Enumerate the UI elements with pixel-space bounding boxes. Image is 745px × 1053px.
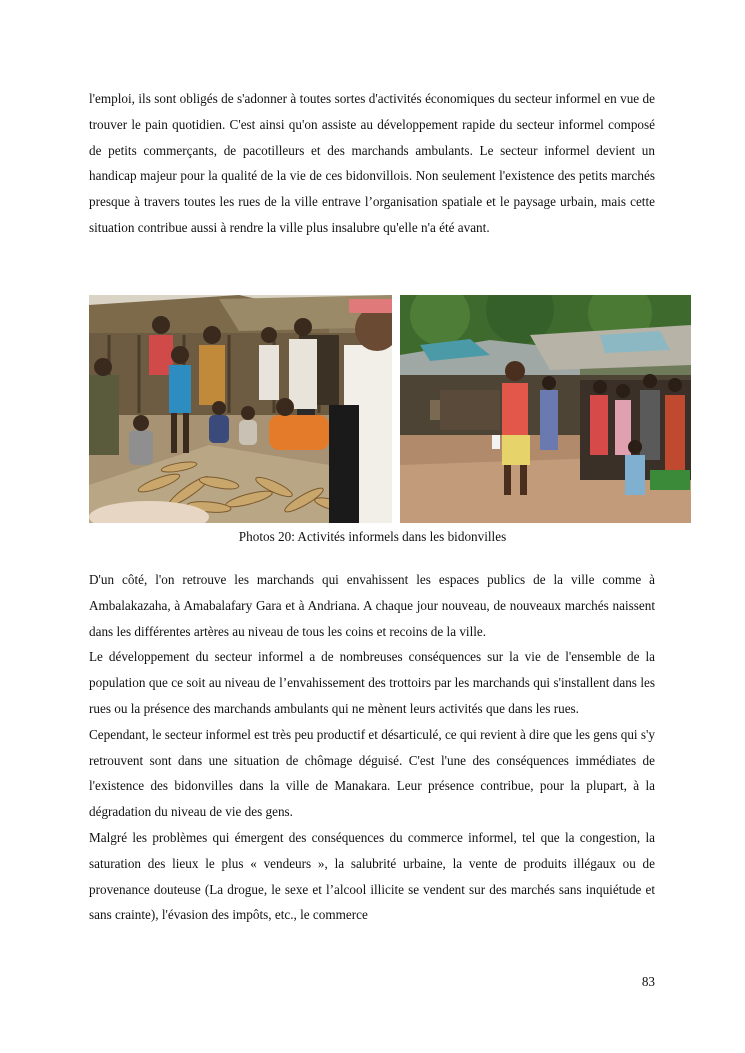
paragraph-unemployment: Cependant, le secteur informel est très peu productif et désarticulé, ce qui revient à dire que les gens qui s'y retrouvent sont dans une situation de chômage déguisé. C'est l'une des conséquences immédiates de l'existence des bidonvilles dans la ville de Manakara. Leur présence contribue, pour la plupart, à la dégradation du niveau de vie des gens. bbox=[89, 726, 655, 820]
paragraph-consequences: Le développement du secteur informel a de nombreuses conséquences sur la vie de l'ensemble de la population que ce soit au niveau de l’envahissement des trottoirs par les marchands qui s'installent dans les rues ou la présence des marchands ambulants qui ne mènent leurs activités que dans les rues. bbox=[89, 649, 655, 716]
paragraph-problems: Malgré les problèmes qui émergent des conséquences du commerce informel, tel que la congestion, la saturation des lieux le plus « vendeurs », la salubrité urbaine, la vente de produits illégaux ou de provenance douteuse (La drogue, le sexe et l’alcool illicite se vendent sur des marchés sans inquiétude et sans crainte), l'évasion des impôts, etc., le commerce bbox=[89, 829, 655, 923]
paragraph-intro: l'emploi, ils sont obligés de s'adonner à toutes sortes d'activités économiques du secteur informel en vue de trouver le pain quotidien. C'est ainsi qu'on assiste au développement rapide du secteur informel composé de petits commerçants, de pacotilleurs et des marchands ambulants. Le secteur informel devient un handicap majeur pour la qualité de la vie de ces bidonvillois. Non seulement l'existence des petits marchés presque à travers toutes les rues de la ville entrave l’organisation spatiale et le paysage urbain, mais cette situation contribue aussi à rendre la ville plus insalubre qu'elle n'a été avant. bbox=[89, 91, 655, 235]
photo-cassava-sellers bbox=[89, 295, 392, 523]
photo-street-market bbox=[400, 295, 691, 523]
body-text bbox=[89, 567, 655, 928]
photo-caption: Photos 20: Activités informels dans les bidonvilles bbox=[238, 529, 507, 544]
page-number: 83 bbox=[641, 974, 655, 989]
paragraph-public-spaces: D'un côté, l'on retrouve les marchands qui envahissent les espaces publics de la ville comme à Ambalakazaha, à Amabalafary Gara et à Andriana. A chaque jour nouveau, de nouveaux marchés naissent dans les différentes artères au niveau de tous les coins et recoins de la ville. bbox=[89, 572, 655, 639]
